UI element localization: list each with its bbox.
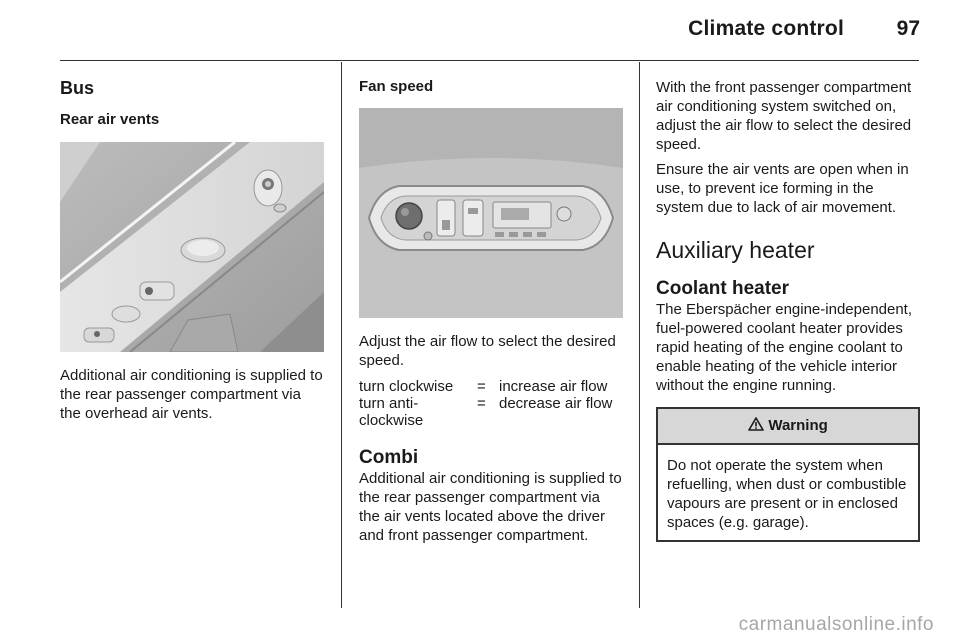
column-left xyxy=(60,74,324,429)
heading-coolant-heater: Coolant heater xyxy=(656,278,790,299)
subheading-fan-speed: Fan speed xyxy=(359,78,434,95)
rear-air-vents-description: Additional air conditioning is supplied to the rear passenger compartment via the overhead air vents. xyxy=(60,367,323,422)
table-cell-result: increase air flow xyxy=(499,378,608,395)
table-cell-equals: = xyxy=(477,378,486,395)
table-cell-action: turn clockwise xyxy=(359,378,454,395)
table-row xyxy=(359,378,623,395)
table-cell-action: turn anti-clockwise xyxy=(359,395,424,429)
warning-title: Warning xyxy=(768,417,828,434)
air-vents-ice-paragraph: Ensure the air vents are open when in use, to prevent ice forming in the system due to lack of air movement. xyxy=(656,161,909,216)
warning-header xyxy=(658,409,918,445)
watermark: carmanualsonline.info xyxy=(738,614,934,635)
coolant-heater-description: The Eberspächer engine-independent, fuel-powered coolant heater provides rapid heating of the engine coolant to enable heating of the vehicle interior without the engine running. xyxy=(656,301,913,394)
heading-combi: Combi xyxy=(359,447,419,468)
rear-air-vents-illustration xyxy=(60,142,324,352)
table-row xyxy=(359,395,623,429)
section-heading-bus: Bus xyxy=(60,78,95,98)
column-divider-1 xyxy=(341,62,342,608)
warning-triangle-icon xyxy=(748,417,768,434)
warning-body xyxy=(658,445,918,540)
page-header-title: Climate control xyxy=(688,17,844,40)
column-middle xyxy=(359,74,623,551)
header-rule xyxy=(60,60,919,61)
combi-description: Additional air conditioning is supplied to the rear passenger compartment via the air vents located above the driver and front passenger compartment. xyxy=(359,470,622,544)
subheading-rear-air-vents: Rear air vents xyxy=(60,111,160,128)
page-number: 97 xyxy=(896,17,920,40)
fan-speed-instruction: Adjust the air flow to select the desired speed. xyxy=(359,333,616,369)
warning-box xyxy=(656,407,920,542)
fan-speed-control-illustration xyxy=(359,108,623,318)
table-cell-equals: = xyxy=(477,395,486,412)
table-cell-result: decrease air flow xyxy=(499,395,613,412)
fan-speed-table xyxy=(359,378,623,429)
heading-auxiliary-heater: Auxiliary heater xyxy=(656,237,815,263)
front-air-conditioning-paragraph: With the front passenger compartment air conditioning system switched on, adjust the air flow to select the desired speed. xyxy=(656,79,912,153)
column-divider-2 xyxy=(639,62,640,608)
warning-text: Do not operate the system when refuelling, when dust or combustible vapours are present or in enclosed spaces (e.g. garage). xyxy=(667,457,907,531)
column-right xyxy=(656,78,922,542)
